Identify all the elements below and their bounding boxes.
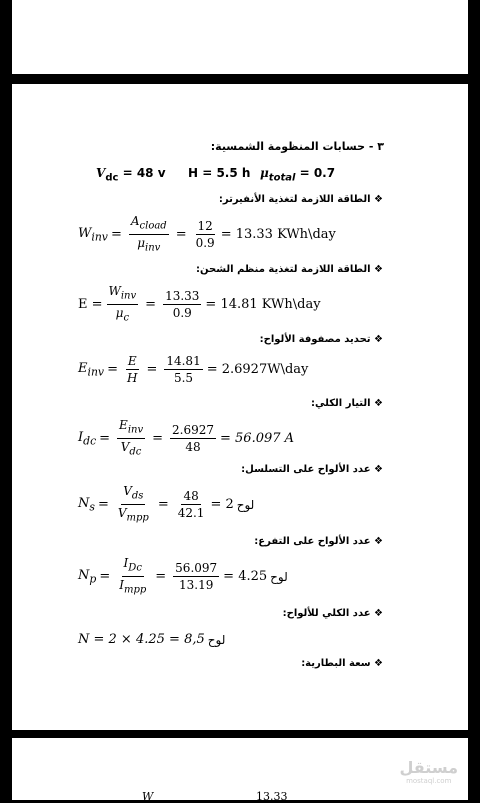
heading-array-sizing: ❖ تحديد مصفوفة الألواح: xyxy=(259,334,383,345)
document-page xyxy=(12,84,468,730)
equation-e: E = $\frac{W_{inv}}{\mu_c}$ = $\frac{13.33}{0.9}$ = 14.81 KWh\day xyxy=(78,284,321,324)
param-mu-total: $\mu_{total} = 0.7$ xyxy=(260,166,336,184)
equation-i-dc: $I_{dc}$ = $\frac{E_{inv}}{V_{dc}}$ = $\frac{2.6927}{48}$ = 56.097 A xyxy=(78,418,295,458)
equation-e-inv: $E_{inv}$ = $\frac{E}{H}$ = $\frac{14.81}{5.5}$ = 2.6927W\day xyxy=(78,354,309,385)
equation-n-s: $N_s$ = $\frac{V_{ds}}{V_{mpp}}$ = $\frac{48}{42.1}$ = 2 لوح xyxy=(78,484,255,524)
partial-symbol: W xyxy=(142,790,154,803)
equation-n-p: $N_p$ = $\frac{I_{Dc}}{I_{mpp}}$ = $\frac{56.097}{13.19}$ = 4.25 لوح xyxy=(78,556,288,596)
equation-n-total: N = 2 × 4.25 = 8,5 لوح xyxy=(78,632,226,647)
watermark-url: mostaql.com xyxy=(406,777,452,785)
heading-parallel-panels: ❖ عدد الألواح على التفرع: xyxy=(254,536,383,547)
heading-charge-energy: ❖ الطاقة اللازمة لتغذية منظم الشحن: xyxy=(196,264,383,275)
heading-total-panels: ❖ عدد الكلي للألواح: xyxy=(282,608,383,619)
mostaql-watermark xyxy=(399,758,458,785)
heading-inverter-energy: ❖ الطاقة اللازمة لتغذية الأنفيرتر: xyxy=(218,194,383,205)
previous-page xyxy=(12,0,468,74)
next-page xyxy=(12,738,468,803)
param-h: H = 5.5 h xyxy=(188,166,251,180)
heading-series-panels: ❖ عدد الألواح على التسلسل: xyxy=(241,464,383,475)
heading-total-current: ❖ التيار الكلي: xyxy=(311,398,383,409)
heading-battery-capacity: ❖ سعة البطارية: xyxy=(301,658,383,669)
param-vdc: $V_{dc} = 48$ v xyxy=(96,166,166,184)
section-title: ٣ - حسابات المنظومة الشمسية: xyxy=(210,140,384,153)
partial-value: 13.33 xyxy=(256,790,288,803)
equation-w-inv: $W_{inv}$ = $\frac{A_{cload}}{\mu_{inv}}$ = $\frac{12}{0.9}$ = 13.33 KWh\day xyxy=(78,214,336,254)
watermark-logo: مستقل xyxy=(399,758,458,777)
